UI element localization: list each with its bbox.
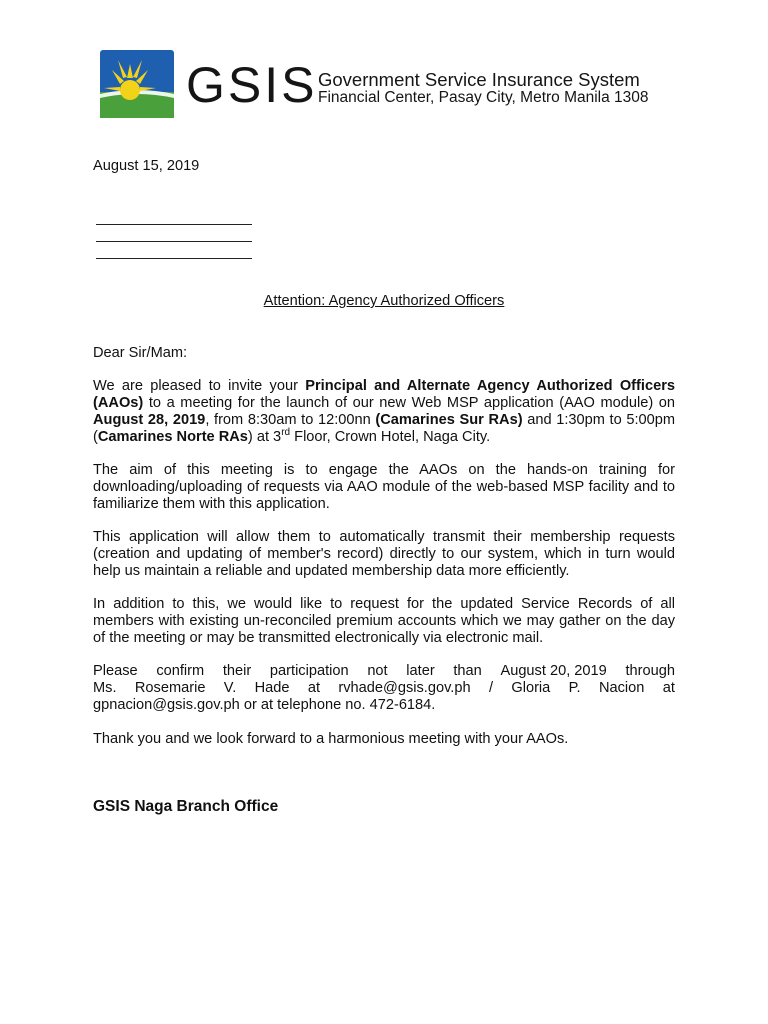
paragraph-aim: The aim of this meeting is to engage the AAOs on the hands-on training for downloading/uploading of requests via AAO module of the web-based MSP facility and to familiarize them with this application.: [93, 462, 675, 512]
letter-date: August 15, 2019: [93, 158, 200, 174]
brand-wordmark: GSIS: [186, 57, 318, 113]
salutation: Dear Sir/Mam:: [93, 345, 188, 361]
confirm-line-3: gpnacion@gsis.gov.ph or at telephone no. 472-6184.: [93, 697, 436, 713]
paragraph-invitation: We are pleased to invite your Principal and Alternate Agency Authorized Officers (AAOs) to a meeting for the launch of our new Web MSP application (AAO module) on August 28, 2019, from 8:30am to 12:00nn (Camarines Sur RAs) and 1:30pm to 5:00pm (Camarines Norte RAs) at 3rd Floor, Crown Hotel, Naga City.: [93, 378, 676, 445]
paragraph-service-records: In addition to this, we would like to request for the updated Service Records of all members with existing un-reconciled premium accounts which we may gather on the day of the meeting or may be transmitted electronically via electronic mail.: [93, 596, 675, 646]
recipient-line: [96, 258, 252, 259]
confirm-line-1: Please confirm their participation not later than August 20, 2019 through: [93, 663, 675, 679]
paragraph-application: This application will allow them to automatically transmit their membership requests (creation and updating of member's record) directly to our system, which in turn would help us maintain a reliable and updated membership data more efficiently.: [93, 529, 675, 579]
email-hade: rvhade@gsis.gov.ph: [338, 680, 471, 696]
recipient-line: [96, 224, 252, 225]
recipient-line: [96, 241, 252, 242]
org-name: Government Service Insurance System: [318, 69, 640, 90]
signature-office: GSIS Naga Branch Office: [93, 798, 279, 815]
confirm-line-2: Ms. Rosemarie V. Hade at rvhade@gsis.gov.ph / Gloria P. Nacion at: [93, 680, 675, 696]
paragraph-confirm: [93, 663, 675, 714]
paragraph-thanks: Thank you and we look forward to a harmonious meeting with your AAOs.: [93, 731, 569, 747]
org-address: Financial Center, Pasay City, Metro Manila 1308: [318, 89, 649, 106]
gsis-sun-logo: [100, 50, 174, 118]
attention-line: Attention: Agency Authorized Officers: [263, 293, 505, 309]
